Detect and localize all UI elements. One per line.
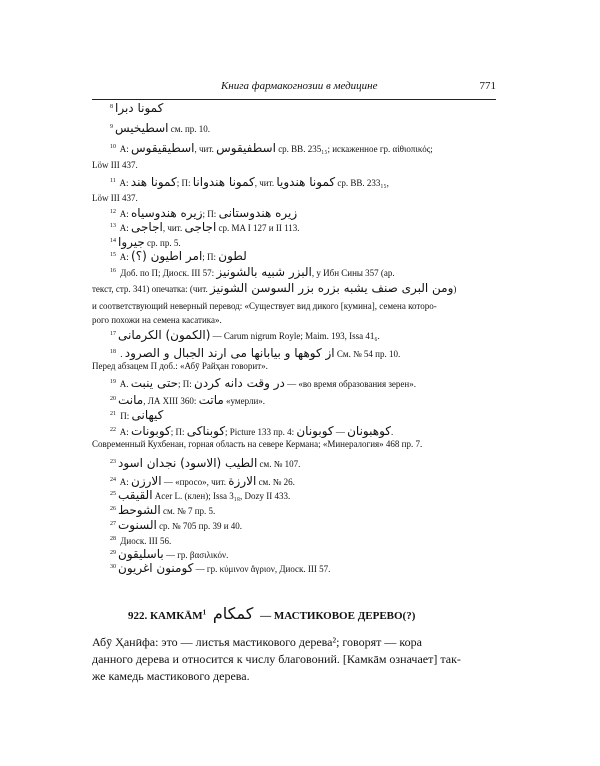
- article-heading: [128, 604, 415, 623]
- arabic-term: اجاجی: [184, 221, 217, 234]
- footnote-text: ср. BB. 233₁₅,: [335, 178, 389, 188]
- footnote-text: , ЛА XIII 360:: [143, 396, 199, 406]
- arabic-term: زیره هندوستانی: [218, 207, 298, 220]
- footnote-text: , чит.: [254, 178, 277, 188]
- footnote-line: [92, 361, 498, 372]
- arabic-term: الارزة: [228, 475, 257, 488]
- arabic-term: در وقت دانه کردن: [194, 377, 285, 390]
- footnote-text: см. пр. 10.: [168, 124, 211, 134]
- arabic-term: اسطفیقوس: [216, 142, 276, 155]
- footnote-line: [110, 562, 516, 575]
- arabic-term: حتی ینبت: [130, 377, 178, 390]
- footnote-number: 27: [110, 521, 116, 527]
- arabic-term: کومنون اغریون: [118, 562, 194, 575]
- article-title-latin: КАМКĀМ: [150, 610, 203, 622]
- running-title: Книга фармакогнозии в медицине: [221, 80, 378, 92]
- footnote-text: — Carum nigrum Royle; Maim. 193, Issa 41₆.: [210, 331, 380, 341]
- footnote-text: Доб. по П; Диоск. III 57:: [118, 268, 217, 278]
- footnote-line: [110, 102, 516, 115]
- arabic-term: کمونا هندویا: [276, 176, 336, 189]
- footnote-text: «умерли».: [223, 396, 266, 406]
- footnote-text: ср. № 705 пр. 39 и 40.: [156, 521, 243, 531]
- arabic-term: کمونا هندوانا: [192, 176, 255, 189]
- arabic-term: مانت: [118, 394, 144, 407]
- header-rule: [92, 99, 496, 100]
- footnote-line: [110, 207, 516, 220]
- arabic-term: السنوت: [118, 519, 157, 532]
- footnote-text: Löw III 437.: [92, 193, 138, 203]
- footnote-line: [110, 347, 516, 360]
- footnote-line: [110, 122, 516, 135]
- footnote-text: ; Picture 133 пр. 4:: [225, 427, 297, 437]
- footnote-number: 10: [110, 144, 116, 150]
- arabic-term: کوبونات: [131, 425, 171, 438]
- footnote-number: 11: [110, 178, 116, 184]
- footnote-text: рого похожи на семена касатика».: [92, 315, 222, 325]
- footnote-text: —: [333, 427, 348, 437]
- footnote-text: Acer L. (клен); Issa 3₁₈, Dozy II 433.: [152, 491, 291, 501]
- running-header: [221, 80, 496, 98]
- arabic-term: الشوحط: [118, 504, 161, 517]
- arabic-term: اسطیخیس: [115, 122, 169, 135]
- footnote-text: ): [453, 284, 457, 294]
- footnote-number: 18: [110, 349, 116, 355]
- arabic-term: کوبناکی: [186, 425, 226, 438]
- footnote-line: [92, 301, 498, 312]
- footnote-line: [110, 221, 516, 234]
- arabic-term: ماتت: [198, 394, 224, 407]
- arabic-term: کمونا هند: [130, 176, 177, 189]
- footnote-text: см. № 7 пр. 5.: [160, 506, 216, 516]
- footnote-number: 13: [110, 223, 116, 229]
- footnote-text: текст, стр. 341) опечатка: (чит.: [92, 284, 210, 294]
- arabic-term: زیره هندوسیاه: [131, 207, 203, 220]
- footnote-line: [110, 457, 516, 470]
- footnote-text: .: [390, 427, 394, 437]
- article-title-footnote-mark: 1: [202, 608, 207, 617]
- article-body: [92, 634, 496, 685]
- arabic-term: اسطیقیقوس: [131, 142, 195, 155]
- footnote-line: [92, 193, 498, 204]
- footnote-text: — гр. βασιλικόν.: [163, 550, 229, 560]
- footnote-text: , чит.: [194, 144, 217, 154]
- footnote-number: 23: [110, 459, 116, 465]
- footnote-text: ср. MA I 127 и II 113.: [216, 223, 300, 233]
- footnote-text: см. № 26.: [256, 477, 295, 487]
- article-title-russian: — МАСТИКОВОЕ ДЕРЕВО(?): [260, 610, 416, 622]
- arabic-term: جیروا: [118, 236, 145, 249]
- arabic-term: الارزن: [131, 475, 162, 488]
- arabic-term: باسلیقون: [118, 548, 164, 561]
- footnote-line: [110, 329, 516, 342]
- footnote-text: A:: [118, 209, 132, 219]
- footnote-line: [92, 439, 498, 450]
- footnote-line: [110, 142, 516, 155]
- footnote-number: 29: [110, 550, 116, 556]
- footnote-line: [110, 534, 516, 547]
- article-title-arabic: کمکام: [212, 604, 254, 623]
- footnote-number: 25: [110, 491, 116, 497]
- footnote-line: [110, 489, 516, 502]
- footnote-text: .: [118, 349, 125, 359]
- footnote-text: ; П:: [178, 379, 195, 389]
- footnote-number: 15: [110, 252, 116, 258]
- footnote-text: См. № 54 пр. 10.: [334, 349, 401, 359]
- arabic-term: القیقب: [118, 489, 153, 502]
- footnote-text: A:: [118, 252, 132, 262]
- arabic-term: البزر شبیه بالشونیز: [216, 266, 312, 279]
- footnote-text: , у Ибн Сины 357 (ар.: [311, 268, 395, 278]
- footnote-line: [110, 176, 516, 189]
- footnote-text: и соответствующий неверный перевод: «Существует вид дикого [кумина], семена которо-: [92, 301, 437, 311]
- footnote-text: Современный Кухбенан, горная область на севере Кермана; «Минералогия» 468 пр. 7.: [92, 439, 423, 449]
- article-body-line: Абӯ Ҳанӣфа: это — листья мастикового дерева²; говорят — кора: [92, 635, 422, 649]
- footnote-line: [110, 394, 516, 407]
- footnote-text: A:: [118, 223, 132, 233]
- footnote-number: 26: [110, 506, 116, 512]
- article-body-line: данного дерева и относится к числу благовоний. [Камкāм означает] так-: [92, 652, 461, 666]
- arabic-term: کیهانی: [131, 409, 164, 422]
- footnote-text: см. № 107.: [257, 459, 301, 469]
- footnote-number: 21: [110, 411, 116, 417]
- footnote-line: [110, 409, 516, 422]
- footnote-line: [110, 266, 516, 279]
- arabic-term: از کوهها و بیابانها می ارند الجبال و الصرود: [124, 347, 335, 360]
- arabic-term: اجاجی: [131, 221, 163, 234]
- footnote-number: 30: [110, 564, 116, 570]
- footnote-line: [110, 425, 516, 438]
- footnote-number: 19: [110, 379, 116, 385]
- footnote-text: ; П:: [170, 427, 187, 437]
- footnote-line: [110, 475, 516, 488]
- footnote-text: A:: [118, 144, 132, 154]
- page-number: 771: [479, 80, 496, 92]
- footnote-text: ; П:: [202, 252, 219, 262]
- footnote-number: 22: [110, 427, 116, 433]
- footnote-number: 16: [110, 268, 116, 274]
- footnote-line: [110, 236, 516, 249]
- article-number: 922.: [128, 610, 148, 622]
- footnote-text: Перед абзацем П доб.: «Абӯ Райҳан говорит».: [92, 361, 268, 371]
- arabic-term: کوبونان: [296, 425, 334, 438]
- footnote-number: 28: [110, 536, 116, 542]
- arabic-term: (الکمون) الکرمانی: [118, 329, 211, 342]
- footnote-line: [110, 377, 516, 390]
- footnote-line: [110, 519, 516, 532]
- article-body-line: же камедь мастикового дерева.: [92, 669, 250, 683]
- footnote-line: [110, 504, 516, 517]
- arabic-term: کوهبونان: [347, 425, 391, 438]
- footnote-text: — «во время образования зерен».: [284, 379, 416, 389]
- arabic-term: ومن البری صنف یشبه بزره بزر السوسن الشونیز: [210, 283, 454, 295]
- footnote-text: A:: [117, 178, 131, 188]
- footnote-number: 17: [110, 331, 116, 337]
- footnote-line: [92, 160, 498, 171]
- footnote-text: ; П:: [176, 178, 193, 188]
- footnote-number: 14: [110, 238, 116, 244]
- footnote-text: A.: [118, 379, 131, 389]
- footnote-text: ср. BB. 235₁₅; искаженное гр. αἰθιοπικός;: [275, 144, 433, 154]
- arabic-term: لطون: [218, 250, 247, 263]
- footnote-number: 9: [110, 124, 113, 130]
- footnote-text: A:: [118, 477, 132, 487]
- footnote-text: ср. пр. 5.: [144, 238, 181, 248]
- footnote-number: 8: [110, 104, 113, 110]
- arabic-term: امر اطیون (؟): [131, 250, 203, 263]
- footnote-text: A:: [118, 427, 132, 437]
- footnote-text: Löw III 437.: [92, 160, 138, 170]
- footnote-number: 20: [110, 396, 116, 402]
- footnote-text: Диоск. III 56.: [118, 536, 172, 546]
- footnote-line: [92, 315, 498, 326]
- footnote-line: [110, 250, 516, 263]
- footnote-text: — «просо», чит.: [161, 477, 229, 487]
- arabic-term: الطیب (الاسود) نجدان اسود: [118, 457, 258, 470]
- footnote-number: 24: [110, 477, 116, 483]
- footnote-text: П:: [118, 411, 132, 421]
- footnote-text: — гр. κύμινον ἄγριον, Диоск. III 57.: [193, 564, 331, 574]
- footnote-number: 12: [110, 209, 116, 215]
- footnote-text: , чит.: [162, 223, 185, 233]
- footnote-line: [92, 283, 498, 295]
- arabic-term: کمونا دبرا: [115, 102, 164, 115]
- footnote-line: [110, 548, 516, 561]
- footnote-text: ; П:: [202, 209, 219, 219]
